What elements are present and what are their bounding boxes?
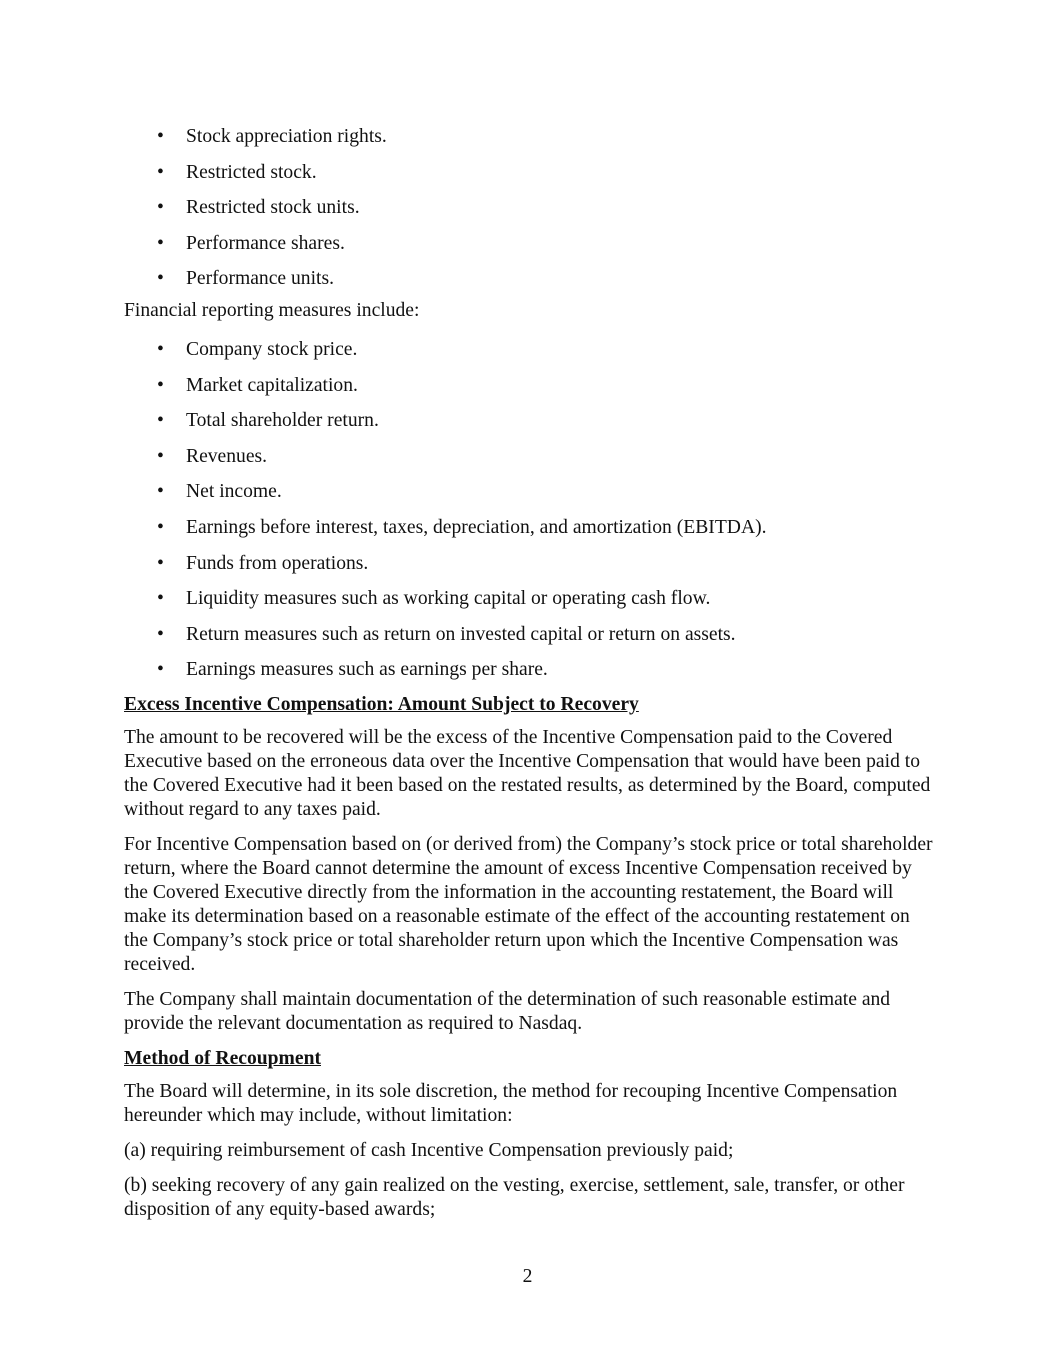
excess-compensation-heading: Excess Incentive Compensation: Amount Subject to Recovery xyxy=(124,693,639,715)
list-item-text: Stock appreciation rights. xyxy=(186,126,387,147)
list-item-text: Market capitalization. xyxy=(186,374,358,396)
list-item xyxy=(124,373,934,409)
list-item xyxy=(124,124,934,160)
award-types-list xyxy=(124,124,934,302)
list-item-text: Restricted stock. xyxy=(186,161,317,183)
list-item xyxy=(124,408,934,444)
bullet-icon: • xyxy=(157,338,164,360)
list-item xyxy=(124,622,934,658)
bullet-icon: • xyxy=(157,552,164,574)
list-item xyxy=(124,444,934,480)
list-item-text: Restricted stock units. xyxy=(186,197,360,219)
bullet-icon: • xyxy=(157,445,164,467)
financial-measures-intro: Financial reporting measures include: xyxy=(124,299,420,321)
list-item xyxy=(124,195,934,231)
list-item-text: Total shareholder return. xyxy=(186,410,379,432)
bullet-icon: • xyxy=(157,161,164,183)
bullet-icon: • xyxy=(157,232,164,254)
excess-paragraph-amount: The amount to be recovered will be the excess of the Incentive Compensation paid to the Covered Executive based on the erroneous data over the Incentive Compensation that would have been paid to the Covered Executive had it been based on the restated results, as determined by the Board, computed without regard to any taxes paid. xyxy=(124,726,931,820)
bullet-icon: • xyxy=(157,374,164,396)
list-item xyxy=(124,657,934,693)
bullet-icon: • xyxy=(157,197,164,219)
list-item xyxy=(124,586,934,622)
page-number: 2 xyxy=(522,1266,533,1287)
bullet-icon: • xyxy=(157,588,164,610)
list-item xyxy=(124,551,934,587)
recoupment-heading: Method of Recoupment xyxy=(124,1047,321,1069)
list-item-text: Return measures such as return on invested capital or return on assets. xyxy=(186,623,736,645)
list-item xyxy=(124,231,934,267)
list-item-text: Earnings before interest, taxes, depreciation, and amortization (EBITDA). xyxy=(186,516,767,538)
list-item-text: Earnings measures such as earnings per share. xyxy=(186,659,548,681)
list-item-text: Performance shares. xyxy=(186,232,345,254)
excess-paragraph-stock-price: For Incentive Compensation based on (or derived from) the Company’s stock price or total shareholder return, where the Board cannot determine the amount of excess Incentive Compensation received by the Covered Executive directly from the information in the accounting restatement, the Board will make its determination based on a reasonable estimate of the effect of the accounting restatement on the Company’s stock price or total shareholder return upon which the Incentive Compensation was received. xyxy=(124,833,933,975)
list-item-text: Company stock price. xyxy=(186,338,358,360)
bullet-icon: • xyxy=(157,516,164,538)
financial-measures-list xyxy=(124,337,934,693)
bullet-icon: • xyxy=(157,410,164,432)
recoupment-paragraph-intro: The Board will determine, in its sole discretion, the method for recouping Incentive Compensation hereunder which may include, without limitation: xyxy=(124,1080,898,1126)
list-item-text: Funds from operations. xyxy=(186,552,369,574)
recoupment-option-b: (b) seeking recovery of any gain realized on the vesting, exercise, settlement, sale, transfer, or other disposition of any equity-based awards; xyxy=(124,1174,905,1220)
list-item-text: Revenues. xyxy=(186,445,268,467)
list-item-text: Performance units. xyxy=(186,268,334,290)
bullet-icon: • xyxy=(157,126,164,147)
list-item xyxy=(124,266,934,302)
bullet-icon: • xyxy=(157,623,164,645)
excess-paragraph-documentation: The Company shall maintain documentation of the determination of such reasonable estimate and provide the relevant documentation as required to Nasdaq. xyxy=(124,988,891,1034)
list-item xyxy=(124,160,934,196)
list-item-text: Liquidity measures such as working capital or operating cash flow. xyxy=(186,588,711,610)
recoupment-option-a: (a) requiring reimbursement of cash Incentive Compensation previously paid; xyxy=(124,1139,734,1161)
bullet-icon: • xyxy=(157,481,164,503)
list-item xyxy=(124,337,934,373)
bullet-icon: • xyxy=(157,268,164,290)
document-page xyxy=(124,124,934,1233)
list-item xyxy=(124,479,934,515)
bullet-icon: • xyxy=(157,659,164,681)
list-item-text: Net income. xyxy=(186,481,282,503)
list-item xyxy=(124,515,934,551)
